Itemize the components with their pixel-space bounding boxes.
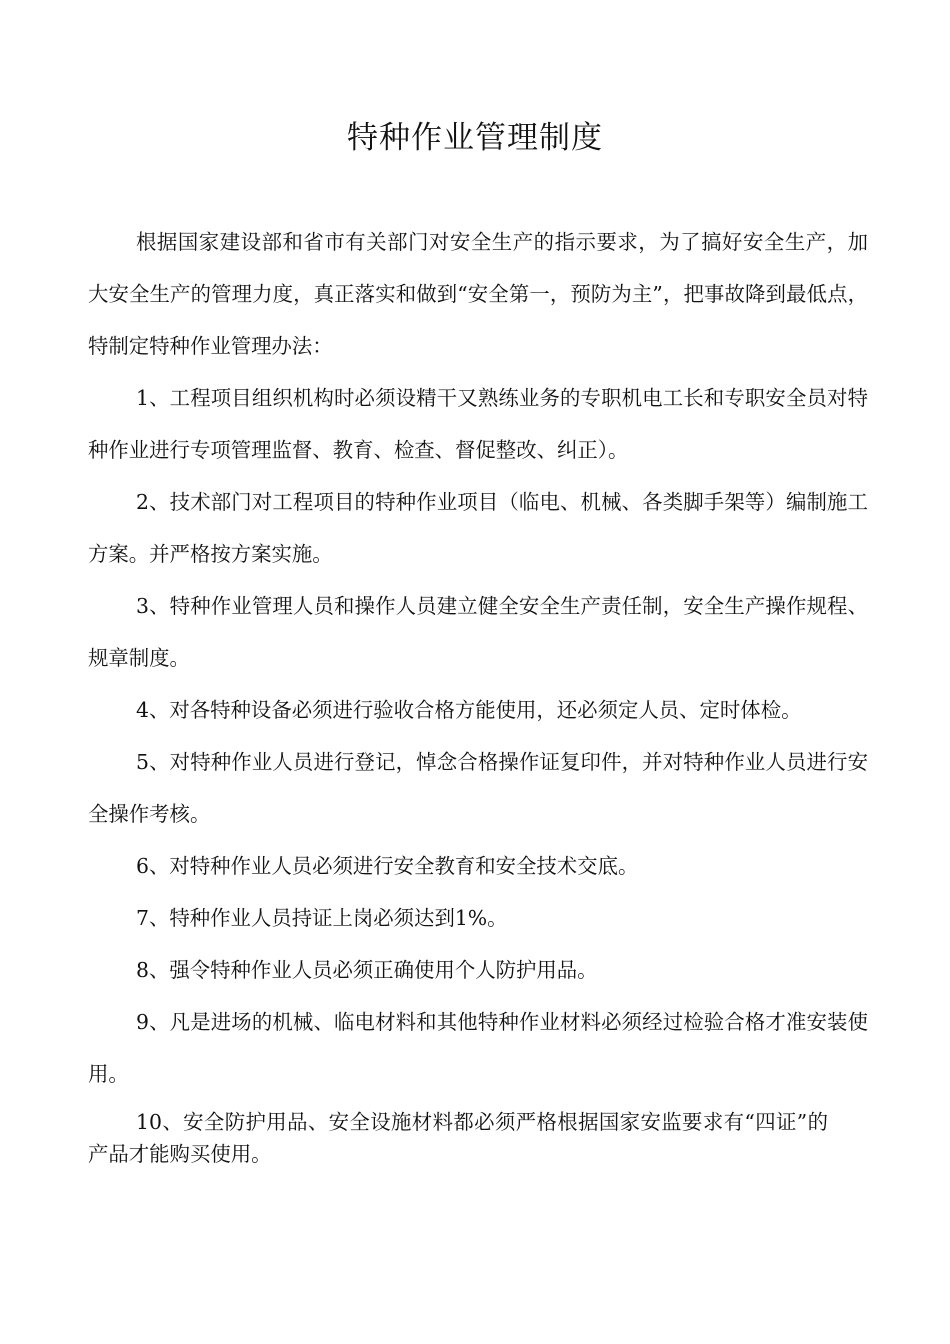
paragraph-item-3: 3、特种作业管理人员和操作人员建立健全安全生产责任制，安全生产操作规程、规章制度。 xyxy=(88,594,868,670)
paragraph-item-10: 10、安全防护用品、安全设施材料都必须严格根据国家安监要求有“四证”的产品才能购买使用。 xyxy=(88,1110,828,1166)
paragraph-item-1: 1、工程项目组织机构时必须设精干又熟练业务的专职机电工长和专职安全员对特种作业进行专项管理监督、教育、检查、督促整改、纠正）。 xyxy=(88,386,868,462)
paragraph-item-4: 4、对各特种设备必须进行验收合格方能使用，还必须定人员、定时体检。 xyxy=(136,698,802,722)
document-title: 特种作业管理制度 xyxy=(347,120,603,156)
paragraph-intro: 根据国家建设部和省市有关部门对安全生产的指示要求，为了搞好安全生产，加大安全生产的管理力度，真正落实和做到“安全第一，预防为主”，把事故降到最低点，特制定特种作业管理办法： xyxy=(88,230,868,358)
paragraph-item-2: 2、技术部门对工程项目的特种作业项目（临电、机械、各类脚手架等）编制施工方案。并严格按方案实施。 xyxy=(88,490,868,566)
paragraph-item-7: 7、特种作业人员持证上岗必须达到1%。 xyxy=(136,906,508,930)
paragraph-item-5: 5、对特种作业人员进行登记，悼念合格操作证复印件，并对特种作业人员进行安全操作考核。 xyxy=(88,750,868,826)
paragraph-item-8: 8、强令特种作业人员必须正确使用个人防护用品。 xyxy=(136,958,598,982)
paragraph-item-9: 9、凡是进场的机械、临电材料和其他特种作业材料必须经过检验合格才准安装使用。 xyxy=(88,1010,868,1086)
paragraph-item-6: 6、对特种作业人员必须进行安全教育和安全技术交底。 xyxy=(136,854,639,878)
